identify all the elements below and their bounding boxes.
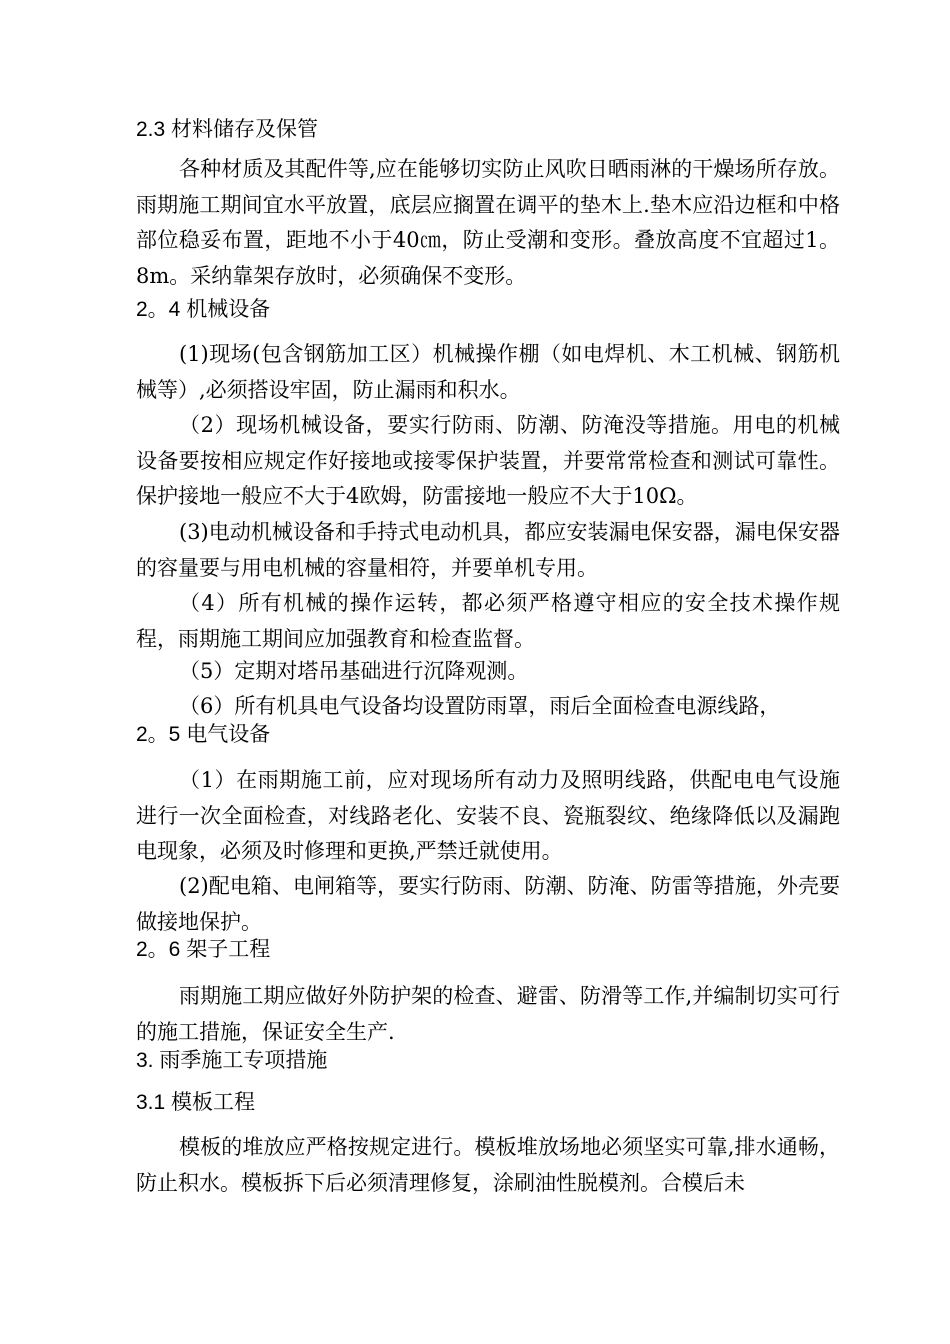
section-heading-2-3: 2.3 材料储存及保管 <box>136 118 319 141</box>
paragraph-2-3: 各种材质及其配件等,应在能够切实防止风吹日晒雨淋的干燥场所存放。雨期施工期间宜水平放置，底层应搁置在调平的垫木上.垫木应沿边框和中格部位稳妥布置，距地不小于40㎝，防止受潮和变形。叠放高度不宜超过1。8m。采纳靠架存放时，必须确保不变形。 <box>136 157 840 288</box>
section-heading-3: 3. 雨季施工专项措施 <box>136 1049 328 1072</box>
paragraph-2-5-1: （1）在雨期施工前，应对现场所有动力及照明线路，供配电电气设施进行一次全面检查，对线路老化、安装不良、瓷瓶裂纹、绝缘降低以及漏跑电现象，必须及时修理和更换,严禁迁就使用。 <box>136 768 840 863</box>
paragraph-3-1: 模板的堆放应严格按规定进行。模板堆放场地必须坚实可靠,排水通畅，防止积水。模板拆下后必须清理修复，涂刷油性脱模剂。合模后未 <box>136 1135 840 1195</box>
paragraph-2-5-2: (2)配电箱、电闸箱等，要实行防雨、防潮、防淹、防雷等措施，外壳要做接地保护。 <box>136 874 840 934</box>
section-heading-2-6: 2。6 架子工程 <box>136 938 271 961</box>
section-heading-2-5: 2。5 电气设备 <box>136 723 271 746</box>
paragraph-2-6: 雨期施工期应做好外防护架的检查、避雷、防滑等工作,并编制切实可行的施工措施，保证安全生产. <box>136 984 840 1044</box>
paragraph-2-4-5: （5）定期对塔吊基础进行沉降观测。 <box>179 659 529 683</box>
paragraph-2-4-6: （6）所有机具电气设备均设置防雨罩，雨后全面检查电源线路， <box>179 694 781 718</box>
paragraph-2-4-1: (1)现场(包含钢筋加工区）机械操作棚（如电焊机、木工机械、钢筋机械等）,必须搭设牢固，防止漏雨和积水。 <box>136 342 840 402</box>
paragraph-2-4-4: （4）所有机械的操作运转，都必须严格遵守相应的安全技术操作规程，雨期施工期间应加强教育和检查监督。 <box>136 591 840 651</box>
paragraph-2-4-3: (3)电动机械设备和手持式电动机具，都应安装漏电保安器，漏电保安器的容量要与用电机械的容量相符，并要单机专用。 <box>136 520 840 580</box>
section-heading-3-1: 3.1 模板工程 <box>136 1091 256 1114</box>
paragraph-2-4-2: （2）现场机械设备，要实行防雨、防潮、防淹没等措施。用电的机械设备要按相应规定作好接地或接零保护装置，并要常常检查和测试可靠性。保护接地一般应不大于4欧姆，防雷接地一般应不大于10Ω。 <box>136 413 840 508</box>
section-heading-2-4: 2。4 机械设备 <box>136 298 271 321</box>
